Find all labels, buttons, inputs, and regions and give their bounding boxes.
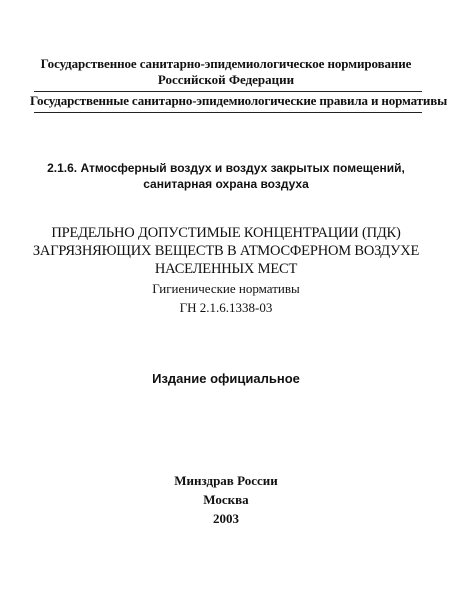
header-normalization-line: Государственное санитарно-эпидемиологическое нормирование: [40, 56, 412, 71]
publication-year: 2003: [213, 511, 239, 526]
publisher: Минздрав России: [174, 473, 278, 488]
document-subtitle: Гигиенические нормативы: [152, 281, 300, 296]
document-title: [20, 224, 432, 278]
section-line-1: 2.1.6. Атмосферный воздух и воздух закрытых помещений,: [47, 161, 405, 175]
section-line-2: санитарная охрана воздуха: [143, 177, 309, 191]
header-rules-line: Государственные санитарно-эпидемиологические правила и нормативы: [30, 93, 448, 108]
publication-city: Москва: [203, 492, 249, 507]
document-code: ГН 2.1.6.1338-03: [179, 300, 273, 315]
title-line-2: ЗАГРЯЗНЯЮЩИХ ВЕЩЕСТВ В АТМОСФЕРНОМ ВОЗДУХЕ: [32, 243, 420, 259]
header-rule-top: [34, 91, 422, 92]
header-country-line: Российской Федерации: [157, 72, 295, 87]
section-heading: [30, 160, 422, 192]
header-block: [30, 56, 422, 88]
edition-label: Издание официальное: [152, 371, 300, 386]
title-line-3: НАСЕЛЕННЫХ МЕСТ: [154, 261, 298, 277]
header-rule-bottom: [34, 112, 422, 113]
title-line-1: ПРЕДЕЛЬНО ДОПУСТИМЫЕ КОНЦЕНТРАЦИИ (ПДК): [51, 225, 401, 241]
